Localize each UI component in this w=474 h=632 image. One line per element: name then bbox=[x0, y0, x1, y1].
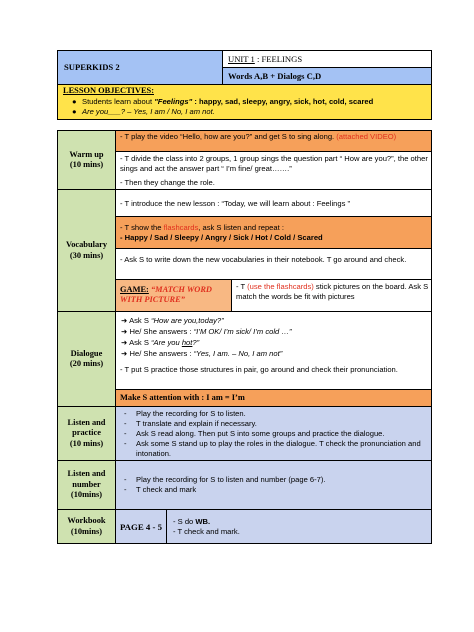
workbook-text-cell bbox=[166, 509, 432, 544]
workbook-page-label: PAGE 4 - 5 bbox=[119, 521, 163, 532]
dialogue-content-cell bbox=[115, 311, 432, 390]
objectives-title: LESSON OBJECTIVES: bbox=[63, 86, 154, 95]
dialogue-label: Dialogue bbox=[70, 348, 103, 358]
vocabulary-label-cell: Vocabulary (30 mins) bbox=[57, 189, 116, 312]
dialogue-line-3: ➜ Ask S “Are you hot?” bbox=[121, 338, 200, 347]
objective-item-2: ● Are you___? – Yes, I am / No, I am not. bbox=[72, 107, 215, 116]
vocab-words-list: - Happy / Sad / Sleepy / Angry / Sick / Hot / Cold / Scared bbox=[120, 233, 323, 242]
warmup-label-cell: Warm up (10 mins) bbox=[57, 130, 116, 190]
vocab-notebook-text: - Ask S to write down the new vocabularies in their notebook. T go around and check. bbox=[120, 255, 407, 264]
dialogue-line-1: ➜ Ask S “How are you,today?” bbox=[121, 316, 224, 325]
listen-practice-label: Listen and bbox=[67, 417, 106, 427]
workbook-line-1: - S do WB. bbox=[173, 517, 211, 526]
vocab-notebook-cell bbox=[115, 248, 432, 280]
list-item: Play the recording for S to listen. bbox=[136, 409, 246, 418]
warmup-divide-cell bbox=[115, 151, 432, 190]
dialogue-attention-cell bbox=[115, 389, 432, 407]
list-item: - bbox=[124, 419, 127, 428]
words-line: Words A,B + Dialogs C,D bbox=[228, 71, 322, 81]
listen-number-label-cell: Listen and number (10mins) bbox=[57, 460, 116, 510]
dialogue-line-4: ➜ He/ She answers : “Yes, I am. – No, I am not” bbox=[121, 349, 283, 358]
list-item: Ask some S stand up to play the roles in the dialogue. T check the pronunciation and intonation. bbox=[136, 439, 421, 458]
listen-practice-cell bbox=[115, 406, 432, 461]
unit-label: UNIT 1 bbox=[228, 54, 255, 64]
game-text: - T (use the flashcards) stick pictures on the board. Ask S match the words be fit with pictures bbox=[236, 282, 429, 301]
warmup-change-text: - Then they change the role. bbox=[120, 178, 215, 187]
workbook-page-cell bbox=[115, 509, 167, 544]
vocabulary-label: Vocabulary bbox=[65, 240, 108, 249]
list-item: T check and mark bbox=[136, 485, 197, 494]
arrow-right-icon: ➜ bbox=[121, 316, 130, 325]
listen-number-cell bbox=[115, 460, 432, 510]
unit-title: : FEELINGS bbox=[254, 54, 303, 64]
listen-practice-label-cell: Listen and practice (10 mins) bbox=[57, 406, 116, 461]
listen-number-label: Listen and bbox=[67, 469, 106, 479]
list-item: - bbox=[124, 439, 127, 448]
list-item: T translate and explain if necessary. bbox=[136, 419, 257, 428]
list-item: - bbox=[124, 475, 127, 484]
game-text-cell bbox=[231, 279, 432, 312]
words-cell bbox=[222, 67, 432, 85]
warmup-divide-text: - T divide the class into 2 groups, 1 group sings the question part “ How are you?”, the other sings and act the answer part “ I’m fine/ great…….” bbox=[120, 154, 428, 173]
objective-item-1: ● Students learn about "Feelings" : happy, sad, sleepy, angry, sick, hot, cold, scared bbox=[72, 97, 374, 106]
workbook-line-2: - T check and mark. bbox=[173, 527, 240, 536]
list-item: - bbox=[124, 429, 127, 438]
arrow-right-icon: ➜ bbox=[121, 327, 130, 336]
warmup-video-text: - T play the video “Hello, how are you?” and get S to sing along. (attached VIDEO) bbox=[120, 132, 397, 141]
workbook-label: Workbook bbox=[67, 516, 106, 525]
dialogue-practice-text: - T put S practice those structures in pair, go around and check their pronunciation. bbox=[120, 365, 398, 374]
warmup-video-cell bbox=[115, 130, 432, 152]
warmup-label: Warm up bbox=[69, 149, 104, 159]
list-item: - bbox=[124, 409, 127, 418]
vocab-show-text: - T show the flashcards, ask S listen and repeat : bbox=[120, 223, 284, 232]
dialogue-line-2: ➜ He/ She answers : “I’M OK/ I’m sick/ I’m cold …” bbox=[121, 327, 292, 336]
class-name: SUPERKIDS 2 bbox=[64, 62, 120, 72]
vocab-intro-cell bbox=[115, 189, 432, 217]
class-name-cell bbox=[57, 50, 223, 85]
bullet-icon: ● bbox=[72, 107, 77, 116]
unit-title-cell bbox=[222, 50, 432, 68]
arrow-right-icon: ➜ bbox=[121, 338, 130, 347]
dialogue-label-cell: Dialogue (20 mins) bbox=[57, 311, 116, 407]
game-title: GAME: “MATCH WORD WITH PICTURE” bbox=[120, 285, 212, 304]
list-item: Ask S read along. Then put S into some groups and practice the dialogue. bbox=[136, 429, 385, 438]
list-item: - bbox=[124, 485, 127, 494]
vocab-words-cell bbox=[115, 216, 432, 249]
vocab-intro-text: - T introduce the new lesson : “Today, we will learn about : Feelings ” bbox=[120, 199, 351, 208]
arrow-right-icon: ➜ bbox=[121, 349, 130, 358]
list-item: Play the recording for S to listen and number (page 6-7). bbox=[136, 475, 326, 484]
objectives-cell bbox=[57, 84, 432, 120]
workbook-label-cell: Workbook (10mins) bbox=[57, 509, 116, 544]
bullet-icon: ● bbox=[72, 97, 77, 106]
game-title-cell bbox=[115, 279, 232, 312]
dialogue-attention-text: Make S attention with : I am = I’m bbox=[120, 393, 245, 402]
